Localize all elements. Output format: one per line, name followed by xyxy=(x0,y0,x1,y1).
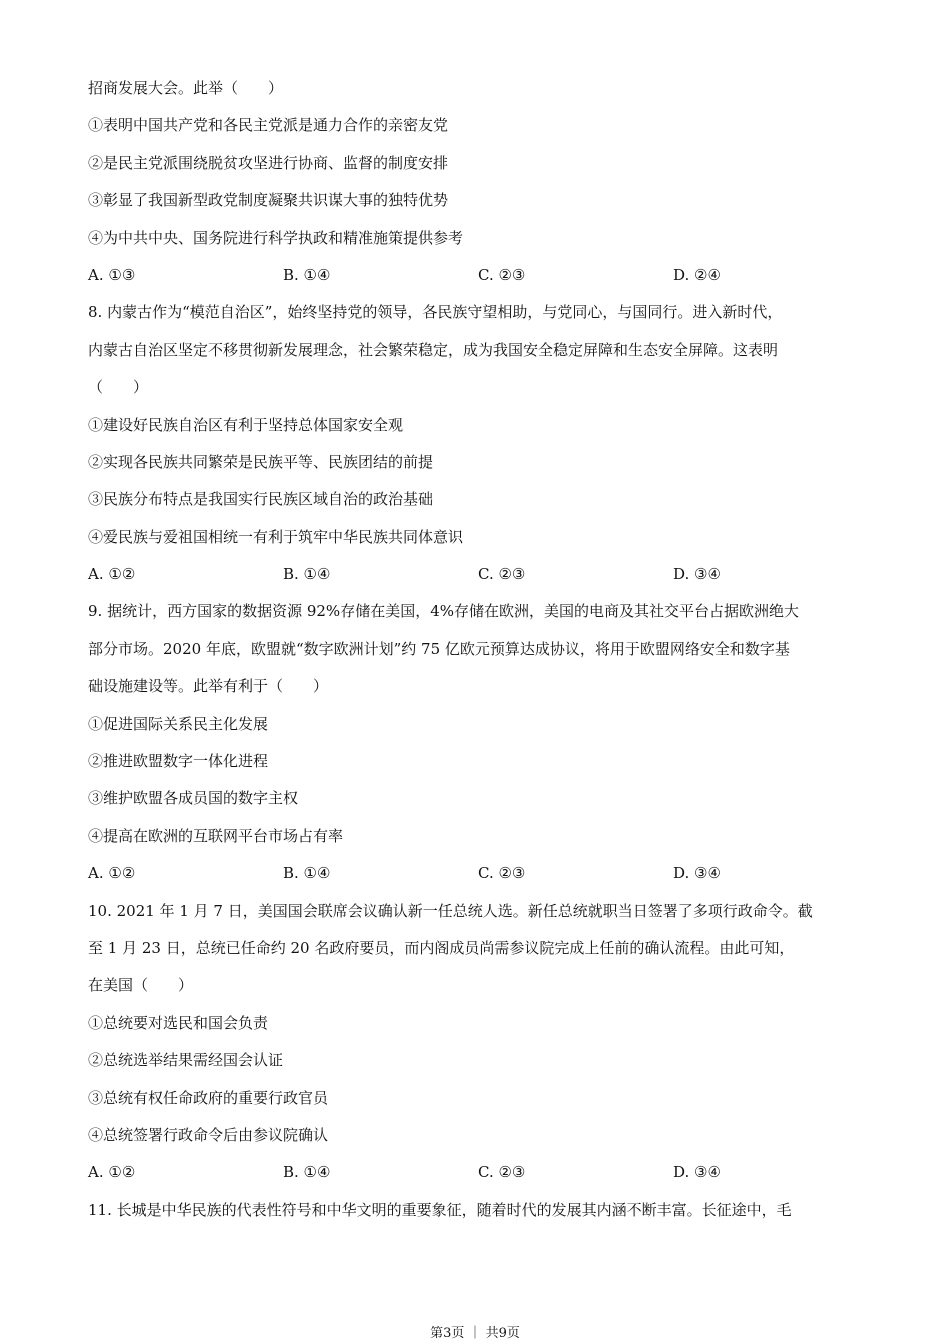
answer-statement: ③彰显了我国新型政党制度凝聚共识谋大事的独特优势 xyxy=(88,191,449,210)
option-c: C. ②③ xyxy=(478,864,526,883)
option-a: A. ①③ xyxy=(88,265,136,284)
question-stem-line: 内蒙古自治区坚定不移贯彻新发展理念，社会繁荣稳定，成为我国安全稳定屏障和生态安全屏障。这表明 xyxy=(88,340,779,359)
answer-statement: ②实现各民族共同繁荣是民族平等、民族团结的前提 xyxy=(88,452,434,471)
question-stem-line: 11. 长城是中华民族的代表性符号和中华文明的重要象征，随着时代的发展其内涵不断丰富。长征途中，毛 xyxy=(88,1200,792,1219)
answer-statement: ①表明中国共产党和各民主党派是通力合作的亲密友党 xyxy=(88,116,449,135)
option-a: A. ①② xyxy=(88,1163,136,1182)
page-footer: 第3页 ｜ 共9页 xyxy=(430,1326,520,1341)
answer-statement: ③维护欧盟各成员国的数字主权 xyxy=(88,789,299,808)
question-9 xyxy=(88,593,868,892)
option-a: A. ①② xyxy=(88,565,136,584)
option-c: C. ②③ xyxy=(478,1163,526,1182)
question-stem-line: 招商发展大会。此举（ ） xyxy=(88,79,284,97)
option-d: D. ②④ xyxy=(673,265,721,284)
answer-statement: ④提高在欧洲的互联网平台市场占有率 xyxy=(88,826,344,845)
question-stem-line: 8. 内蒙古作为“模范自治区”，始终坚持党的领导，各民族守望相助，与党同心，与国同行。进入新时代， xyxy=(88,303,783,322)
answer-statement: ③总统有权任命政府的重要行政官员 xyxy=(88,1088,329,1107)
question-stem-line: 部分市场。2020 年底，欧盟就“数字欧洲计划”约 75 亿欧元预算达成协议，将用于欧盟网络安全和数字基 xyxy=(88,639,790,658)
question-stem-line: （ ） xyxy=(88,378,149,397)
option-c: C. ②③ xyxy=(478,265,526,284)
question-7 xyxy=(88,70,868,294)
option-b: B. ①④ xyxy=(283,864,331,883)
question-11 xyxy=(88,1192,868,1229)
question-stem-line: 9. 据统计，西方国家的数据资源 92%存储在美国，4%存储在欧洲，美国的电商及其社交平台占据欧洲绝大 xyxy=(88,602,799,621)
question-10 xyxy=(88,893,868,1192)
answer-statement: ②是民主党派围绕脱贫攻坚进行协商、监督的制度安排 xyxy=(88,153,449,172)
options-row xyxy=(88,257,868,294)
option-d: D. ③④ xyxy=(673,1163,721,1182)
question-8 xyxy=(88,294,868,593)
option-d: D. ③④ xyxy=(673,565,721,584)
answer-statement: ④为中共中央、国务院进行科学执政和精准施策提供参考 xyxy=(88,228,464,247)
answer-statement: ②推进欧盟数字一体化进程 xyxy=(88,752,269,771)
answer-statement: ①建设好民族自治区有利于坚持总体国家安全观 xyxy=(88,415,404,434)
answer-statement: ②总统选举结果需经国会认证 xyxy=(88,1051,284,1070)
question-stem-line: 至 1 月 23 日，总统已任命约 20 名政府要员，而内阁成员尚需参议院完成上任前的确认流程。由此可知， xyxy=(88,938,795,957)
answer-statement: ③民族分布特点是我国实行民族区域自治的政治基础 xyxy=(88,490,434,509)
option-c: C. ②③ xyxy=(478,565,526,584)
option-b: B. ①④ xyxy=(283,565,331,584)
answer-statement: ④总统签署行政命令后由参议院确认 xyxy=(88,1125,329,1144)
option-a: A. ①② xyxy=(88,864,136,883)
question-stem-line: 础设施建设等。此举有利于（ ） xyxy=(88,677,329,696)
answer-statement: ①总统要对选民和国会负责 xyxy=(88,1013,269,1032)
options-row xyxy=(88,1154,868,1191)
document-page xyxy=(88,70,868,1229)
answer-statement: ①促进国际关系民主化发展 xyxy=(88,714,269,733)
answer-statement: ④爱民族与爱祖国相统一有利于筑牢中华民族共同体意识 xyxy=(88,527,464,546)
option-d: D. ③④ xyxy=(673,864,721,883)
options-row xyxy=(88,556,868,593)
option-b: B. ①④ xyxy=(283,1163,331,1182)
question-stem-line: 在美国（ ） xyxy=(88,976,194,995)
question-stem-line: 10. 2021 年 1 月 7 日，美国国会联席会议确认新一任总统人选。新任总统就职当日签署了多项行政命令。截 xyxy=(88,901,813,920)
option-b: B. ①④ xyxy=(283,265,331,284)
options-row xyxy=(88,855,868,892)
